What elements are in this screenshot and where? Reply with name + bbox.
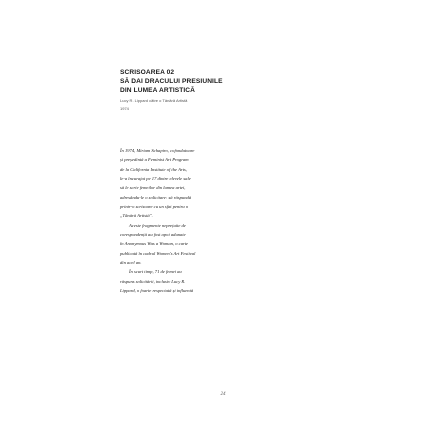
text-line: și președintă a Feminist Art Program <box>120 157 189 163</box>
letter-credit <box>120 97 187 112</box>
text-line: în Anonymous Was a Woman, o carte <box>120 241 189 247</box>
text-line: să le scrie femeilor din lumea artei, <box>120 185 186 191</box>
paragraph-1 <box>120 146 330 221</box>
paragraph-2 <box>120 221 330 268</box>
text-line: Lippard, o foarte respectată și influentă <box>120 288 194 294</box>
letter-heading <box>120 68 223 96</box>
text-line: corespondență au fost apoi adunate <box>120 232 186 238</box>
letter-year: 1974 <box>120 105 129 111</box>
body-text <box>120 146 330 296</box>
text-line: publicată în cadrul Women's Art Festival <box>120 250 196 256</box>
paragraph-3 <box>120 267 330 295</box>
text-line: „Tânără Artistă". <box>120 213 153 219</box>
text-line: de la California Institute of the Arts, <box>120 166 187 172</box>
letter-number: SCRISOAREA 02 <box>120 69 175 76</box>
text-line: În scurt timp, 71 de femei au <box>129 269 182 275</box>
author-line: Lucy R. Lippard către o Tânără Artistă <box>120 98 188 103</box>
text-line: din acel an. <box>120 260 142 266</box>
page-number: 24 <box>220 392 226 397</box>
text-line: Aceste fragmente neprețuite de <box>129 222 186 228</box>
text-line: răspuns solicitării, inclusiv Lucy R. <box>120 278 186 284</box>
text-line: le-a încurajat pe 17 dintre elevele sale <box>120 176 191 182</box>
text-line: printr-o scrisoare cu un sfat pentru o <box>120 204 189 210</box>
letter-title-line-1: SĂ DAI DRACULUI PRESIUNILE <box>120 78 223 86</box>
letter-title-line-2: DIN LUMEA ARTISTICĂ <box>120 87 196 95</box>
text-line: În 1974, Miriam Schapiro, cofondatoare <box>120 148 195 153</box>
text-line: adresându-le o solicitare: să răspundă <box>120 194 192 200</box>
